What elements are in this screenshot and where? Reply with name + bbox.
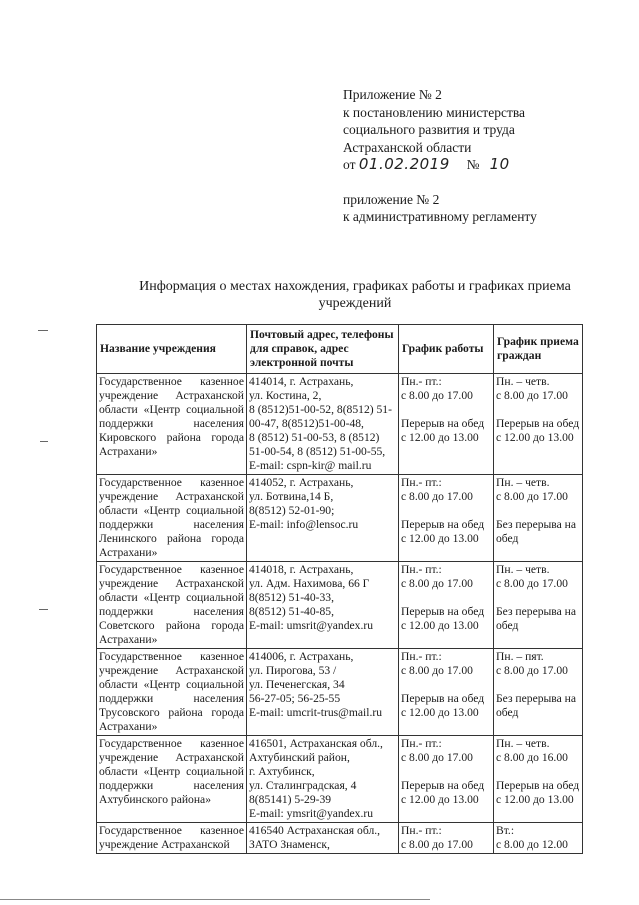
work-schedule-break: Перерыв на обед с 12.00 до 13.00: [401, 605, 485, 632]
institution-address: [247, 475, 399, 562]
reception-schedule-line: Пн. – четв.: [496, 476, 550, 489]
address-line: г. Ахтубинск,: [249, 765, 315, 778]
reception-schedule-line: с 8.00 до 17.00: [496, 577, 568, 590]
reception-schedule: [494, 374, 583, 475]
appendix-line: к постановлению министерства: [343, 104, 526, 120]
institution-address: [247, 374, 399, 475]
date-number-line: [343, 156, 537, 174]
work-schedule-break: Перерыв на обед с 12.00 до 13.00: [401, 692, 485, 719]
work-schedule-line: Пн.- пт.:: [401, 737, 442, 750]
work-schedule-line: Пн.- пт.:: [401, 563, 442, 576]
margin-mark: [40, 441, 48, 442]
institutions-table: [96, 324, 583, 854]
address-line: 8(8512) 52-01-90;: [249, 504, 335, 517]
reception-schedule-break: Перерыв на обед с 12.00 до 13.00: [496, 779, 580, 806]
institution-name: Государственное казенное учреждение Астраханской области «Центр социальной поддержки населения Трусовского района города Астрахани»: [97, 649, 247, 736]
work-schedule: [399, 649, 494, 736]
appendix2-line: к административному регламенту: [343, 209, 537, 224]
institution-address: [247, 823, 399, 854]
handwritten-date: 01.02.2019: [358, 155, 450, 173]
reception-schedule-line: Пн. – четв.: [496, 563, 550, 576]
reception-schedule: [494, 475, 583, 562]
address-line: 8(85141) 5-29-39: [249, 793, 332, 806]
work-schedule-line: Пн.- пт.:: [401, 476, 442, 489]
work-schedule-break: Перерыв на обед с 12.00 до 13.00: [401, 518, 485, 545]
address-line: ул. Костина, 2,: [249, 389, 322, 402]
appendix-line: социального развития и труда: [343, 122, 515, 137]
work-schedule-line: с 8.00 до 17.00: [401, 577, 473, 590]
header-reception-schedule: График приема граждан: [494, 325, 583, 374]
address-line: 8 (8512)51-00-52, 8(8512) 51-00-47, 8(8512)51-00-48,: [249, 403, 392, 430]
reception-schedule-break: Без перерыва на обед: [496, 692, 577, 719]
address-line: E-mail: umcrit-trus@mail.ru: [249, 706, 383, 719]
institution-name: Государственное казенное учреждение Астраханской области «Центр социальной поддержки населения Советского района города Астрахани»: [97, 562, 247, 649]
appendix2-line: приложение № 2: [343, 191, 440, 207]
table-row: [97, 736, 583, 823]
work-schedule: [399, 374, 494, 475]
reception-schedule-line: Пн. – пят.: [496, 650, 544, 663]
address-line: E-mail: ymsrit@yandex.ru: [249, 807, 374, 820]
margin-mark: [38, 330, 48, 331]
document-title: Информация о местах нахождения, графиках работы и графиках приема учреждений: [139, 279, 571, 311]
address-line: 8(8512) 51-40-85,: [249, 605, 335, 618]
table-row: [97, 562, 583, 649]
institution-name: Государственное казенное учреждение Астраханской области «Центр социальной поддержки населения Ленинского района города Астрахани»: [97, 475, 247, 562]
address-line: ул. Ботвина,14 Б,: [249, 490, 334, 503]
footer-line: [0, 899, 430, 900]
header-work-schedule: График работы: [399, 325, 494, 374]
work-schedule-line: Пн.- пт.:: [401, 375, 442, 388]
reception-schedule: [494, 562, 583, 649]
work-schedule-line: с 8.00 до 17.00: [401, 490, 473, 503]
institution-address: [247, 562, 399, 649]
address-line: 8 (8512) 51-00-53, 8 (8512): [249, 431, 380, 444]
work-schedule-line: с 8.00 до 17.00: [401, 389, 473, 402]
work-schedule-break: Перерыв на обед с 12.00 до 13.00: [401, 417, 485, 444]
address-line: 414006, г. Астрахань,: [249, 650, 354, 663]
appendix-line: Астраханской области: [343, 139, 472, 155]
reception-schedule-line: с 8.00 до 17.00: [496, 664, 568, 677]
table-row: [97, 649, 583, 736]
address-line: ул. Сталинградская, 4: [249, 779, 357, 792]
reception-schedule-line: с 8.00 до 17.00: [496, 490, 568, 503]
handwritten-number: 10: [489, 155, 510, 173]
reception-schedule-line: Пн. – четв.: [496, 737, 550, 750]
work-schedule: [399, 736, 494, 823]
address-line: 8(8512) 51-40-33,: [249, 591, 335, 604]
table-header-row: [97, 325, 583, 374]
institution-address: [247, 649, 399, 736]
reception-schedule-line: с 8.00 до 12.00: [496, 838, 568, 851]
work-schedule-line: с 8.00 до 17.00: [401, 664, 473, 677]
work-schedule: [399, 823, 494, 854]
reception-schedule-line: с 8.00 до 16.00: [496, 751, 568, 764]
address-line: 416501, Астраханская обл., Ахтубинский район,: [249, 737, 383, 764]
margin-mark: [39, 609, 48, 610]
reception-schedule-line: Вт.:: [496, 824, 515, 837]
appendix-block: [343, 86, 537, 226]
address-line: E-mail: cspn-kir@ mail.ru: [249, 459, 372, 472]
reception-schedule: [494, 736, 583, 823]
number-prefix: №: [466, 157, 480, 172]
institution-name: Государственное казенное учреждение Астраханской области «Центр социальной поддержки населения Кировского района города Астрахани»: [97, 374, 247, 475]
institution-name: Государственное казенное учреждение Астраханской области «Центр социальной поддержки населения Ахтубинского района»: [97, 736, 247, 823]
address-line: 56-27-05; 56-25-55: [249, 692, 341, 705]
address-line: 416540 Астраханская обл., ЗАТО Знаменск,: [249, 824, 381, 851]
header-name: Название учреждения: [97, 325, 247, 374]
address-line: 51-00-54, 8 (8512) 51-00-55,: [249, 445, 386, 458]
work-schedule: [399, 475, 494, 562]
reception-schedule-line: с 8.00 до 17.00: [496, 389, 568, 402]
reception-schedule-break: Перерыв на обед с 12.00 до 13.00: [496, 417, 580, 444]
appendix-line: Приложение № 2: [343, 87, 442, 102]
reception-schedule-break: Без перерыва на обед: [496, 605, 577, 632]
address-line: E-mail: umsrit@yandex.ru: [249, 619, 374, 632]
address-line: ул. Печенегская, 34: [249, 678, 345, 691]
reception-schedule: [494, 823, 583, 854]
reception-schedule: [494, 649, 583, 736]
work-schedule-line: Пн.- пт.:: [401, 650, 442, 663]
table-row: [97, 374, 583, 475]
work-schedule-line: с 8.00 до 17.00: [401, 751, 473, 764]
header-address: Почтовый адрес, телефоны для справок, адрес электронной почты: [247, 325, 399, 374]
work-schedule: [399, 562, 494, 649]
table-row: [97, 475, 583, 562]
institution-name: Государственное казенное учреждение Астраханской: [97, 823, 247, 854]
reception-schedule-break: Без перерыва на обед: [496, 518, 577, 545]
address-line: ул. Пирогова, 53 /: [249, 664, 337, 677]
address-line: 414052, г. Астрахань,: [249, 476, 354, 489]
address-line: ул. Адм. Нахимова, 66 Г: [249, 577, 370, 590]
work-schedule-break: Перерыв на обед с 12.00 до 13.00: [401, 779, 485, 806]
table-row: [97, 823, 583, 854]
address-line: 414018, г. Астрахань,: [249, 563, 354, 576]
institution-address: [247, 736, 399, 823]
reception-schedule-line: Пн. – четв.: [496, 375, 550, 388]
address-line: E-mail: info@lensoc.ru: [249, 518, 359, 531]
work-schedule-line: с 8.00 до 17.00: [401, 838, 473, 851]
date-prefix: от: [343, 157, 356, 172]
work-schedule-line: Пн.- пт.:: [401, 824, 442, 837]
address-line: 414014, г. Астрахань,: [249, 375, 354, 388]
